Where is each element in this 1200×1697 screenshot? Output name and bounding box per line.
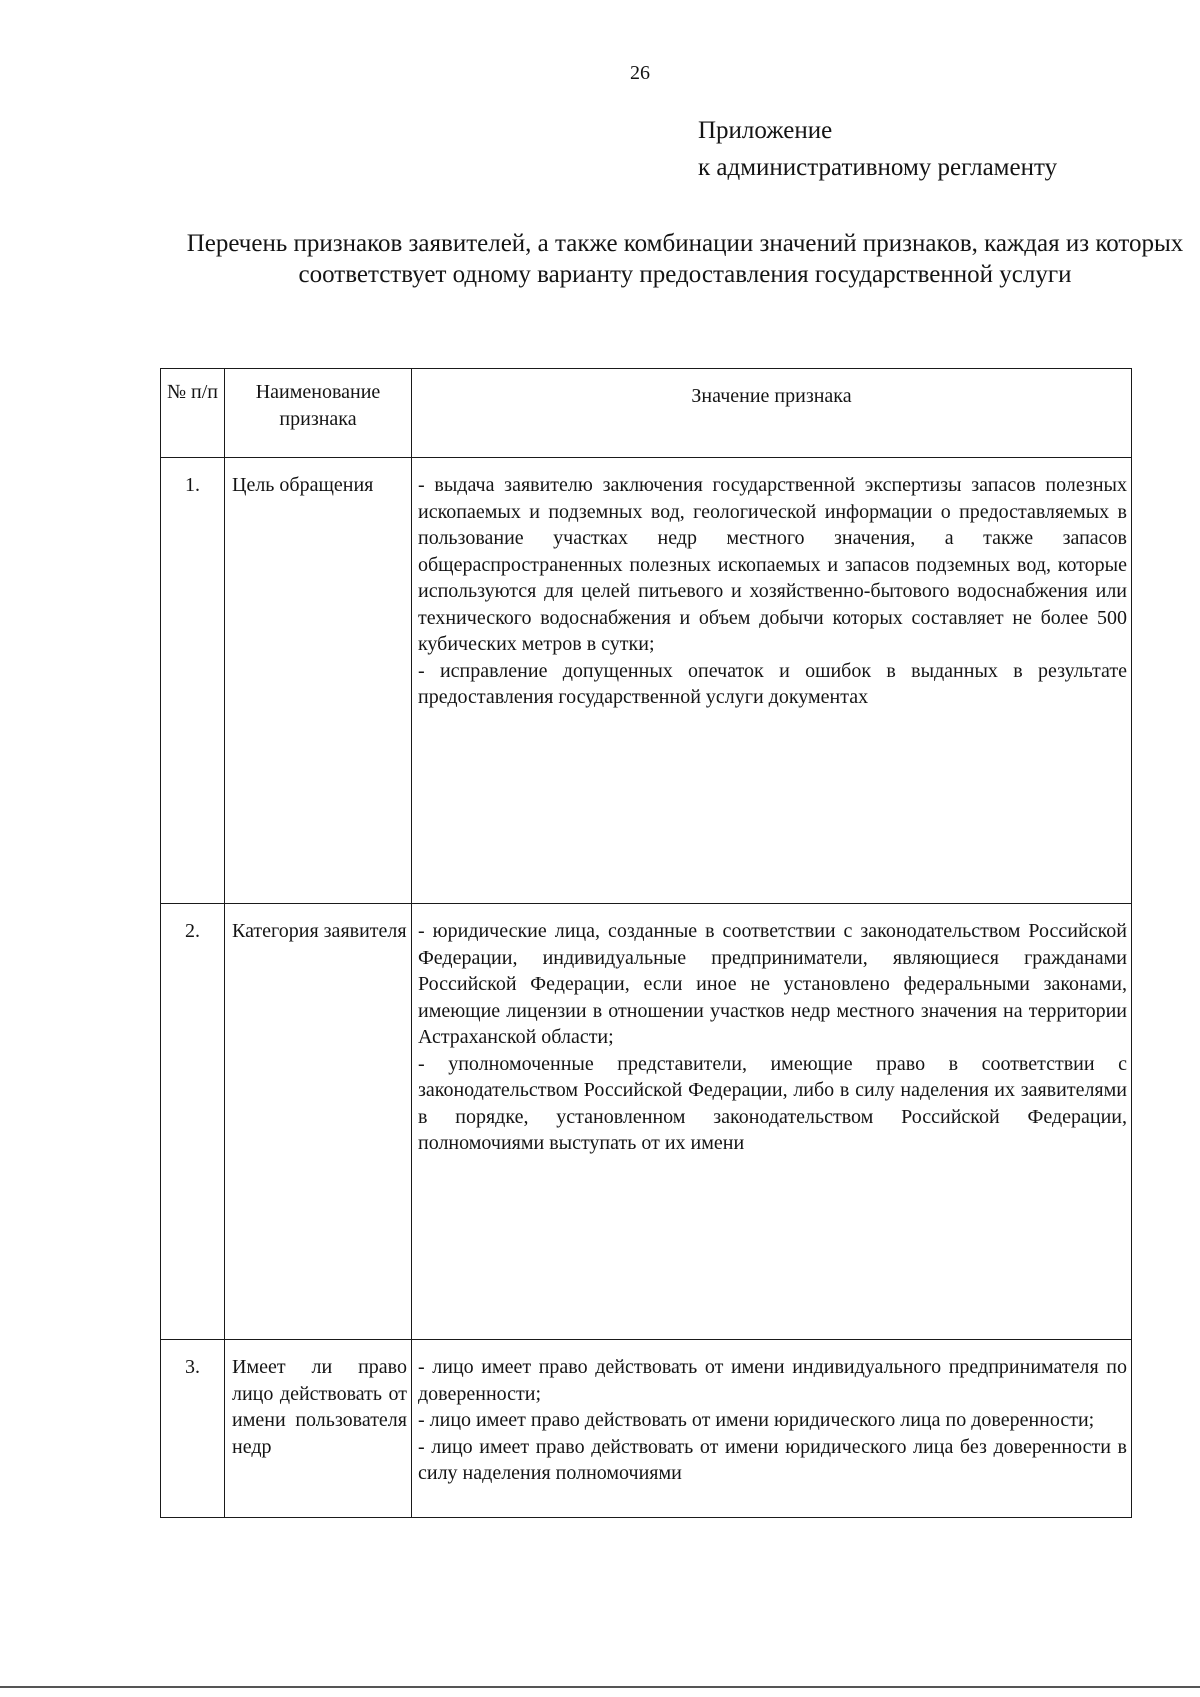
feature-value: - исправление допущенных опечаток и ошибок в выданных в результате предоставления государственной услуги документах: [418, 659, 1127, 708]
appendix-line-2: к административному регламенту: [698, 154, 1058, 181]
appendix-line-1: Приложение: [698, 117, 833, 144]
feature-value: - выдача заявителю заключения государственной экспертизы запасов полезных ископаемых и подземных вод, геологической информации о предоставляемых в пользование участках недр местного значения, а также запасов общераспространенных полезных ископаемых и запасов подземных вод, которые используются для целей питьевого и хозяйственно-бытового водоснабжения или технического водоснабжения и объем добычи которых составляет не более 500 кубических метров в сутки;: [418, 474, 1127, 655]
header-number: № п/п: [161, 369, 225, 458]
table-row: [161, 1340, 1132, 1518]
feature-name: Цель обращения: [225, 458, 412, 904]
row-number: 1.: [161, 458, 225, 904]
page-number: 26: [630, 62, 650, 84]
appendix-note: [698, 112, 1057, 186]
table-row: [161, 458, 1132, 904]
document-title: Перечень признаков заявителей, а также комбинации значений признаков, каждая из которых соответствует одному варианту предоставления государственной услуги: [186, 230, 1184, 288]
header-value: Значение признака: [412, 369, 1132, 458]
feature-value: - уполномоченные представители, имеющие право в соответствии с законодательством Российской Федерации, либо в силу наделения их заявителями в порядке, установленном законодательством Российской Федерации, полномочиями выступать от их имени: [418, 1052, 1127, 1154]
feature-name: Имеет ли право лицо действовать от имени пользователя недр: [225, 1340, 412, 1518]
feature-values: [412, 1340, 1132, 1518]
feature-value: - лицо имеет право действовать от имени юридического лица по доверенности;: [418, 1409, 1095, 1431]
row-number: 3.: [161, 1340, 225, 1518]
table-row: [161, 904, 1132, 1340]
row-number: 2.: [161, 904, 225, 1340]
page-bottom-edge: [0, 1686, 1200, 1688]
feature-value: - лицо имеет право действовать от имени юридического лица без доверенности в силу наделения полномочиями: [418, 1435, 1127, 1484]
feature-value: - юридические лица, созданные в соответствии с законодательством Российской Федерации, индивидуальные предприниматели, являющиеся гражданами Российской Федерации, если иное не установлено федеральными законами, имеющие лицензии в отношении участков недр местного значения на территории Астраханской области;: [418, 920, 1127, 1048]
feature-name: Категория заявителя: [225, 904, 412, 1340]
features-table: [160, 368, 1132, 1518]
table-header-row: [161, 369, 1132, 458]
header-name: Наименование признака: [225, 369, 412, 458]
feature-values: [412, 904, 1132, 1340]
feature-values: [412, 458, 1132, 904]
feature-value: - лицо имеет право действовать от имени индивидуального предпринимателя по доверенности;: [418, 1356, 1127, 1405]
